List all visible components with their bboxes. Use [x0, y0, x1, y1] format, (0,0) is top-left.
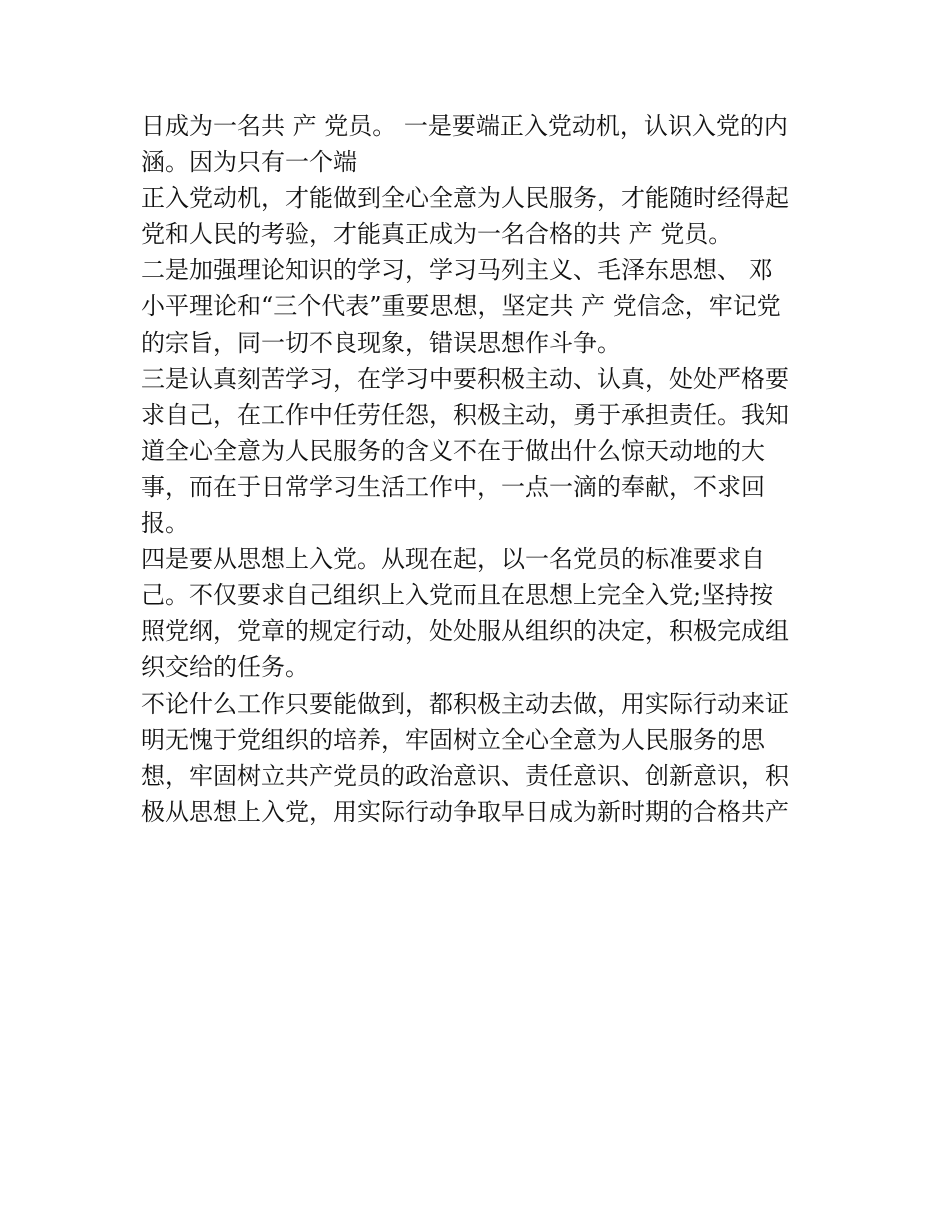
text-line: 极从思想上入党，用实际行动争取早日成为新时期的合格共产	[141, 797, 789, 826]
text-line: 二是加强理论知识的学习，学习马列主义、毛泽东思想、 邓	[141, 256, 773, 285]
text-line: 正入党动机，才能做到全心全意为人民服务，才能随时经得起	[141, 184, 789, 213]
text-line: 想，牢固树立共产党员的政治意识、责任意识、创新意识，积	[141, 761, 789, 790]
text-line: 求自己，在工作中任劳任怨，积极主动，勇于承担责任。我知	[141, 400, 789, 429]
text-line: 照党纲，党章的规定行动，处处服从组织的决定，积极完成组	[141, 617, 789, 646]
text-line: 党和人民的考验，才能真正成为一名合格的共 产 党员。	[141, 220, 733, 249]
text-line: 四是要从思想上入党。从现在起，以一名党员的标准要求自	[141, 545, 765, 574]
text-line: 明无愧于党组织的培养，牢固树立全心全意为人民服务的思	[141, 725, 765, 754]
text-line: 的宗旨，同一切不良现象，错误思想作斗争。	[141, 328, 621, 357]
text-line: 日成为一名共 产 党员。 一是要端正入党动机，认识入党的内	[141, 112, 788, 140]
document-body	[141, 108, 821, 830]
text-line: 小平理论和“三个代表”重要思想，坚定共 产 党信念，牢记党	[141, 292, 781, 321]
text-line: 道全心全意为人民服务的含义不在于做出什么惊天动地的大	[141, 436, 765, 465]
text-line: 己。不仅要求自己组织上入党而且在思想上完全入党;坚持按	[141, 581, 774, 610]
text-line: 事，而在于日常学习生活工作中，一点一滴的奉献，不求回	[141, 472, 765, 501]
text-line: 报。	[141, 509, 189, 538]
text-line: 织交给的任务。	[141, 653, 309, 682]
text-line: 三是认真刻苦学习，在学习中要积极主动、认真，处处严格要	[141, 364, 789, 393]
text-line: 不论什么工作只要能做到，都积极主动去做，用实际行动来证	[141, 689, 789, 718]
text-line: 涵。因为只有一个端	[141, 148, 357, 177]
